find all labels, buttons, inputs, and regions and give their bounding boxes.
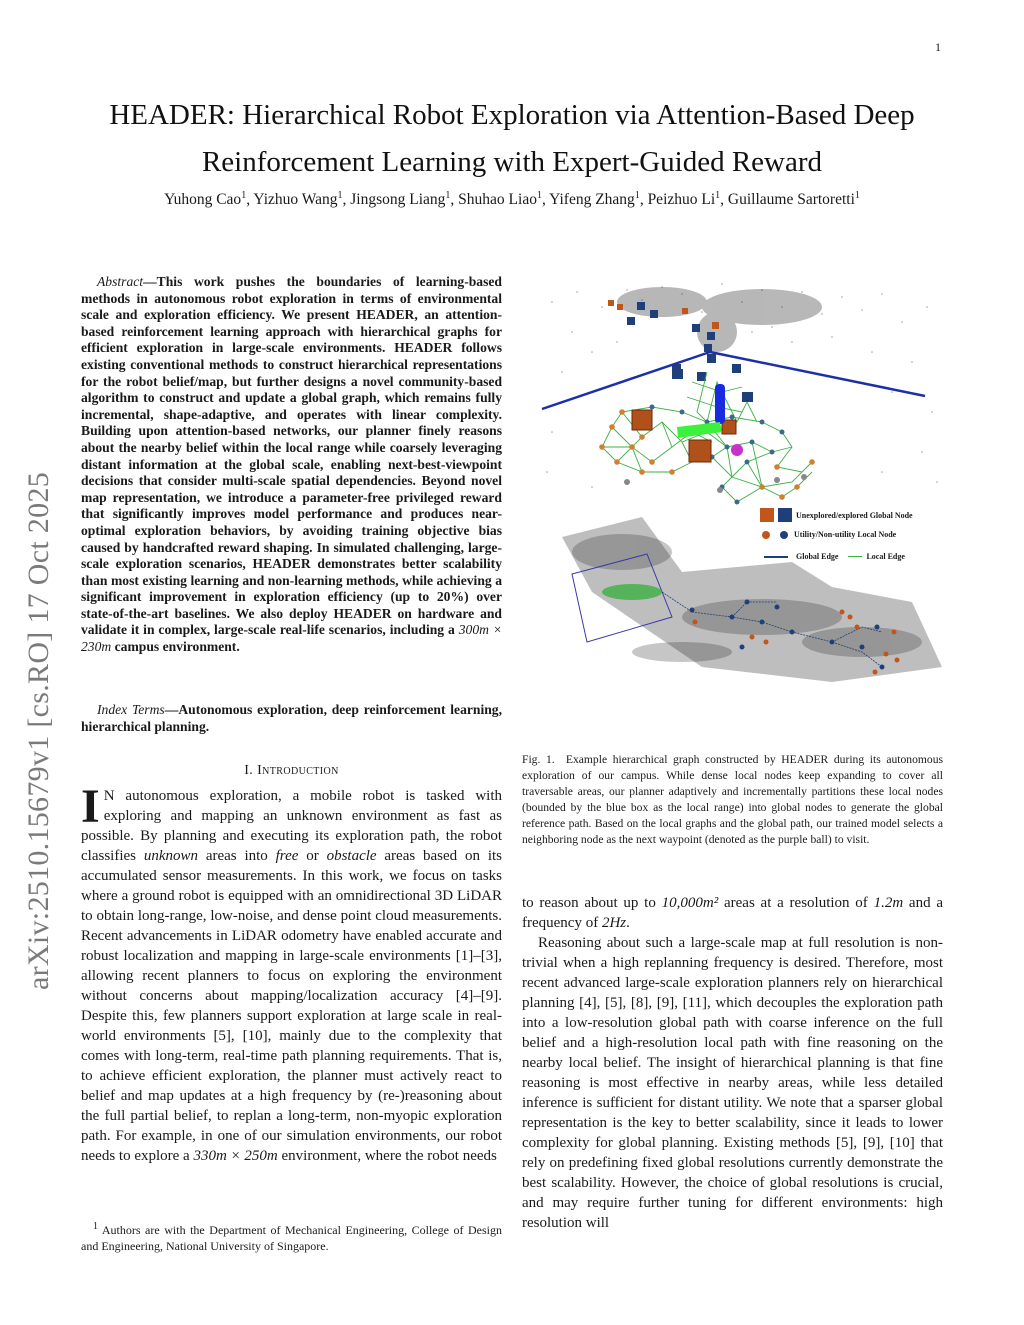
legend-edges: Global Edge Local Edge xyxy=(764,552,905,561)
title-line-2: Reinforcement Learning with Expert-Guided Reward xyxy=(201,146,823,178)
author: Shuhao Liao$^1$ xyxy=(458,190,542,209)
arxiv-stamp: arXiv:2510.15679v1 [cs.RO] 17 Oct 2025 xyxy=(22,471,55,990)
non-utility-local-node-swatch-icon xyxy=(780,531,788,539)
global-edge-swatch-icon xyxy=(764,556,788,558)
abstract-math: 300m × 230m xyxy=(81,622,503,655)
hierarchical-graph-illustration xyxy=(532,272,952,712)
legend-local-node: Utility/Non-utility Local Node xyxy=(762,530,896,539)
explored-global-node-swatch-icon xyxy=(778,508,792,522)
footnote: $^1$ Authors are with the Department of Mechanical Engineering, College of Design and Engineering, National University of Singapore. xyxy=(81,1221,502,1253)
explored-global-node xyxy=(742,392,753,402)
abstract: Abstract—This work pushes the boundaries of learning-based methods in autonomous robot exploration in terms of environmental scale and exploration efficiency. We present HEADER, an attention-based reinforcement learning approach with hierarchical graphs for efficient exploration in large-scale environments. HEADER follows existing conventional methods to construct hierarchical representations for the robot belief/map, but further designs a novel community-based algorithm to construct and update a global graph, which remains fully incremental, shape-adaptive, and operates with linear complexity. Building upon attention-based networks, our planner finely reasons about the nearby belief within the local range while coarsely leveraging distant information at the global scale, enabling next-best-viewpoint decisions that consider multi-scale spatial dependencies. Beyond novel map representation, we introduce a parameter-free privileged reward that significantly improves model performance and produces near-optimal exploration behaviors, by avoiding training objective bias caused by handcrafted reward shaping. In simulated challenging, large-scale exploration scenarios, HEADER demonstrates better scalability than most existing learning and non-learning methods, while achieving a significant improvement in exploration efficiency (up to 20%) over state-of-the-art baselines. We also deploy HEADER on hardware and validate it in complex, large-scale real-life scenarios, including a 300m × 230m campus environment. xyxy=(81,274,503,655)
index-terms-text: —Autonomous exploration, deep reinforcement learning, hierarchical planning. xyxy=(81,702,502,734)
abstract-text: —This work pushes the boundaries of learning-based methods in autonomous robot exploration in terms of environmental scale and exploration efficiency. We present HEADER, an attention-based reinforcement learning approach with hierarchical graphs for efficient exploration in large-scale environments. HEADER follows existing conventional methods to construct hierarchical representations for the robot belief/map, but further designs a novel community-based algorithm to construct and update a global graph, which remains fully incremental, shape-adaptive, and operates with linear complexity. Building upon attention-based networks, our planner finely reasons about the nearby belief within the local range while coarsely leveraging distant information at the global scale, enabling next-best-viewpoint decisions that consider multi-scale spatial dependencies. Beyond novel map representation, we introduce a parameter-free privileged reward that significantly improves model performance and produces near-optimal exploration behaviors, by avoiding training objective bias caused by handcrafted reward shaping. In simulated challenging, large-scale exploration scenarios, HEADER demonstrates better scalability than most existing learning and non-learning methods, while achieving a significant improvement in exploration efficiency (up to 20%) over state-of-the-art baselines. We also deploy HEADER on hardware and validate it in complex, large-scale real-life scenarios, including a xyxy=(81,274,502,638)
index-terms xyxy=(81,702,502,735)
next-waypoint-ball xyxy=(731,444,743,456)
author: Yizhuo Wang$^1$ xyxy=(253,190,343,209)
index-terms-label: Index Terms xyxy=(97,702,165,717)
figure-caption xyxy=(522,752,943,848)
robot-marker xyxy=(715,384,725,424)
introduction-body: I N autonomous exploration, a mobile robot is tasked with exploring and mapping an unknown environment as fast as possible. By planning and executing its exploration path, the robot classifies unknown areas into free or obstacle areas based on its accumulated sensor measurements. In this work, we focus on tasks where a ground robot is equipped with an omnidirectional 3D LiDAR to obtain long-range, low-noise, and dense point cloud measurements. Recent advancements in LiDAR odometry have enabled accurate and robust localization and mapping in large-scale environments [1]–[3], allowing recent planners to focus on exploring the environment without concerns about mapping/localization accuracy [4]–[9]. Despite this, few planners support exploration at large scale in real-world environments [5], [10], mainly due to the complexity that comes with long-term, real-time path planning requirements. That is, to achieve efficient exploration, the planner must actively react to belief and map updates at a high frequency by (re-)reasoning about the full partial belief, to replan a long-term, non-myopic exploration path. For example, in one of our simulation environments, our robot needs to explore a 330m × 250m environment, where the robot needs xyxy=(81,780,503,1164)
page-number: 1 xyxy=(935,40,941,54)
unexplored-global-node xyxy=(632,410,652,430)
drop-cap: I xyxy=(81,780,100,833)
caption-label: Fig. 1. xyxy=(522,753,555,766)
explored-global-node xyxy=(672,369,683,379)
author-list: Yuhong Cao$^1$, Yizhuo Wang$^1$, Jingsong Liang$^1$, Shuhao Liao$^1$, Yifeng Zhang$^1$, Peizhuo Li$^1$, Guillaume Sartoretti$^1$ xyxy=(164,190,860,209)
author: Peizhuo Li$^1$ xyxy=(647,190,721,209)
author: Guillaume Sartoretti$^1$ xyxy=(727,190,860,209)
abstract-label: Abstract xyxy=(97,274,144,289)
legend-global-node: Unexplored/explored Global Node xyxy=(760,508,913,522)
title-line-1: HEADER: Hierarchical Robot Exploration via Attention-Based Deep xyxy=(109,99,915,131)
paper-title xyxy=(60,92,964,186)
utility-local-node-swatch-icon xyxy=(762,531,770,539)
caption-text: Example hierarchical graph constructed by HEADER during its autonomous exploration of our campus. While dense local nodes keep expanding to cover all traversable areas, our planner adaptively and incrementally partitions these local nodes (bounded by the blue box as the local range) into global nodes to generate the global reference path. Based on the local graphs and the global path, our trained model selects a neighboring node as the next waypoint (denoted as the purple ball) to visit. xyxy=(522,753,943,846)
figure-1-graph xyxy=(532,272,952,712)
author: Jingsong Liang$^1$ xyxy=(350,190,451,209)
author: Yifeng Zhang$^1$ xyxy=(549,190,640,209)
paragraph: Reasoning about such a large-scale map at full resolution is non-trivial when a high replanning frequency is desired. Therefore, most recent advanced large-scale exploration planners rely on hierarchical planning [4], [5], [8], [9], [11], which decouples the exploration path into a low-resolution global path with coarse inference on the full belief and a high-resolution local path with fine reasoning on the nearby local belief. The insight of hierarchical planning is that fine reasoning is most effective in nearby areas, while less detailed inference is sufficient for distant utility. We note that a sparser global representation is the key to better scalability, since it leads to lower complexity for global planning. Existing methods [5], [9], [10] that rely on predefining fixed global resolutions currently demonstrate the best scalability. However, the choice of global resolutions is crucial, and may require further tuning for different environments: high resolution will xyxy=(522,935,943,1231)
introduction-body-continued: to reason about up to 10,000m² areas at a resolution of 1.2m and a frequency of 2Hz. Reasoning about such a large-scale map at full resolution is non-trivial when a high replanning frequency is desired. Therefore, most recent advanced large-scale exploration planners rely on hierarchical planning [4], [5], [8], [9], [11], which decouples the exploration path into a low-resolution global path with coarse inference on the full belief and a high-resolution local path with fine reasoning on the nearby local belief. The insight of hierarchical planning is that fine reasoning is most effective in nearby areas, while less detailed inference is sufficient for distant utility. We note that a sparser global representation is the key to better scalability, since it leads to lower complexity for global planning. Existing methods [5], [9], [10] that rely on predefining fixed global resolutions currently demonstrate the best scalability. However, the choice of global resolutions is crucial, and may require further tuning for different environments: high resolution will xyxy=(522,895,943,1231)
local-edge-swatch-icon xyxy=(848,556,862,557)
unexplored-global-node-swatch-icon xyxy=(760,508,774,522)
section-heading: I. Introduction xyxy=(244,763,339,778)
local-edges xyxy=(602,372,812,502)
author: Yuhong Cao$^1$ xyxy=(164,190,247,209)
unexplored-global-node xyxy=(689,440,711,462)
